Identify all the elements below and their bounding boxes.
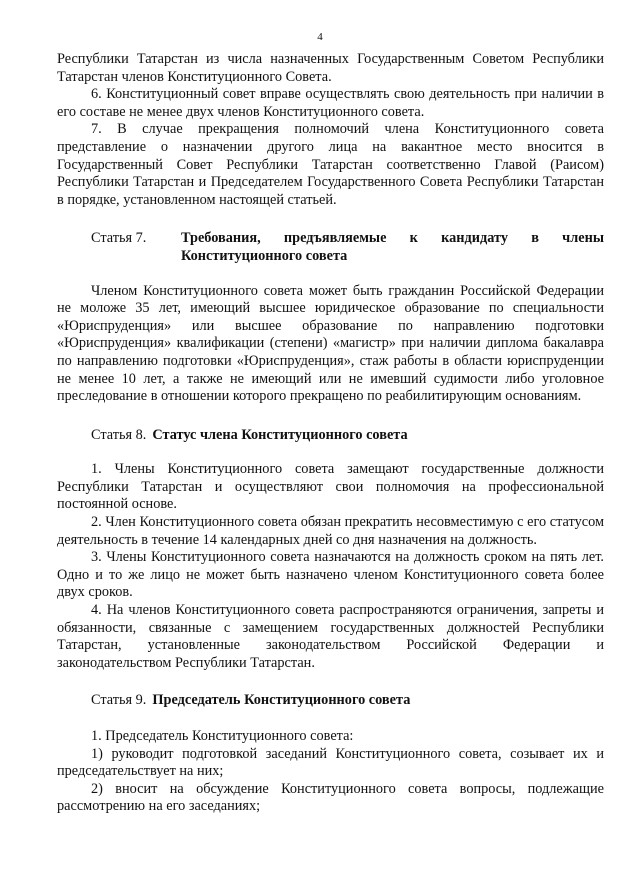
document-body	[57, 51, 604, 816]
article-8-item-2: 2. Член Конституционного совета обязан прекратить несовместимую с его статусом деятельность в течение 14 календарных дней со дня назначения на должность.	[57, 514, 604, 548]
article-9-label: Статья 9.	[91, 692, 147, 709]
article-7-title	[181, 230, 604, 265]
article-9-title: Председатель Конституционного совета	[152, 692, 411, 709]
page-number: 4	[317, 31, 323, 43]
paragraph-item-6: 6. Конституционный совет вправе осуществлять свою деятельность при наличии в его составе не менее двух членов Конституционного совета.	[57, 86, 604, 120]
article-8-item-4: 4. На членов Конституционного совета распространяются ограничения, запреты и обязанности, связанные с замещением государственных должностей Республики Татарстан, установленные законодательством Российской Федерации и законодательством Республики Татарстан.	[57, 602, 604, 671]
article-7-title-line2: Конституционного совета	[181, 247, 348, 264]
article-8-item-3: 3. Члены Конституционного совета назначаются на должность сроком на пять лет. Одно и то же лицо не может быть назначено членом Конституционного совета более двух сроков.	[57, 549, 604, 601]
paragraph-continuation: Республики Татарстан из числа назначенных Государственным Советом Республики Татарстан членов Конституционного Совета.	[57, 51, 604, 85]
article-8-label: Статья 8.	[91, 426, 147, 443]
article-8-title: Статус члена Конституционного совета	[152, 426, 408, 443]
article-9-subitem-1: 1) руководит подготовкой заседаний Конституционного совета, созывает их и председательствует на них;	[57, 745, 604, 780]
article-8-item-1: 1. Члены Конституционного совета замещают государственные должности Республики Татарстан и осуществляют свои полномочия на профессиональной постоянной основе.	[57, 461, 604, 513]
article-7-label: Статья 7.	[91, 230, 147, 247]
paragraph-item-7: 7. В случае прекращения полномочий члена Конституционного совета представление о назначении другого лица на вакантное место вносится в Государственный Совет Республики Татарстан соответственно Главой (Раисом) Республики Татарстан и Председателем Государственного Совета Республики Татарстан в порядке, установленном настоящей статьей.	[57, 121, 604, 208]
article-7-title-line1: Требования, предъявляемые к кандидату в члены	[181, 230, 604, 247]
article-7-text: Членом Конституционного совета может быть гражданин Российской Федерации не моложе 35 лет, имеющий высшее юридическое образование по специальности «Юриспруденция» или высшее образование по направлению подготовки «Юриспруденция» квалификации (степени) «магистр» при наличии диплома бакалавра по направлению подготовки «Юриспруденция», стаж работы в области юриспруденции не менее 10 лет, а также не имеющий или не имевший судимости либо уголовное преследование в отношении которого прекращено по реабилитирующим основаниям.	[57, 282, 604, 405]
article-8-heading	[91, 427, 604, 445]
article-9-heading	[91, 692, 604, 710]
article-9-item-1: 1. Председатель Конституционного совета:	[91, 728, 354, 744]
article-7-heading	[91, 230, 604, 265]
article-9-subitem-2: 2) вносит на обсуждение Конституционного совета вопросы, подлежащие рассмотрению на его заседаниях;	[57, 780, 604, 815]
